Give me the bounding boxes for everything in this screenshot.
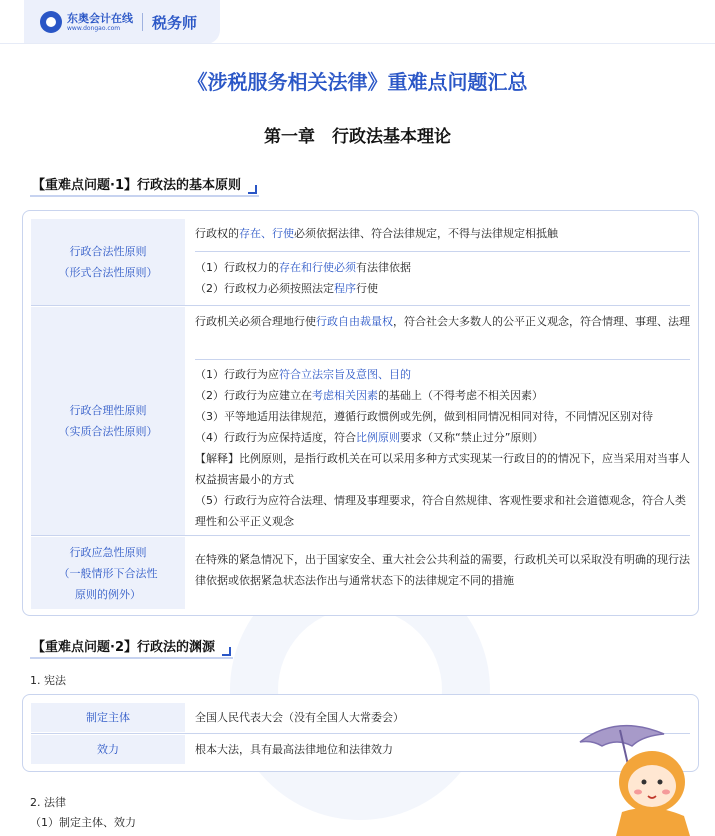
- text: （3）平等地适用法律规范，遵循行政惯例或先例，做到相同情况相同对待，不同情况区别对待: [195, 410, 653, 423]
- text: （5）行政行为应符合法理、情理及事理要求，符合自然规律、客观性要求和社会道德观念，符合人类理性和公平正义观念: [195, 494, 686, 528]
- list-item: 1. 宪法: [30, 674, 66, 687]
- highlight-text: 行政自由裁量权: [316, 315, 393, 328]
- section-heading-1: [30, 174, 259, 197]
- heading-underline: [30, 195, 259, 197]
- point: [195, 427, 690, 448]
- text: （1）行政权力的: [195, 261, 279, 274]
- point: [195, 490, 690, 532]
- principle-text: [195, 223, 690, 244]
- mascot-body: [616, 808, 690, 836]
- principle-label: [31, 219, 185, 305]
- highlight-text: 符合立法宗旨及意图、目的: [279, 368, 411, 381]
- point: [195, 257, 690, 278]
- field-label: 效力: [31, 735, 185, 764]
- text: 必须依据法律、符合法律规定，不得与法律规定相抵触: [294, 227, 558, 240]
- text: ，符合社会大多数人的公平正义观念，符合情理、事理、法理: [393, 315, 690, 328]
- principles-table: [22, 210, 699, 616]
- table-row: [23, 537, 698, 609]
- highlight-text: 程序: [334, 282, 356, 295]
- field-label: 制定主体: [31, 703, 185, 732]
- highlight-text: 存在和行使必须: [279, 261, 356, 274]
- logo-divider: [142, 13, 143, 31]
- label-line: 行政合法性原则: [69, 245, 147, 258]
- highlight-text: 考虑相关因素: [312, 389, 378, 402]
- row-divider: [31, 305, 690, 306]
- logo-icon: [40, 11, 62, 33]
- logo-text: [67, 13, 133, 32]
- heading-underline: [30, 657, 233, 659]
- mascot-cheek: [662, 790, 670, 795]
- list-item: （1）制定主体、效力: [30, 816, 136, 829]
- label-line: 原则的例外）: [75, 587, 141, 601]
- mascot-eye: [658, 780, 663, 785]
- divider: [195, 359, 690, 360]
- text: 有法律依据: [356, 261, 411, 274]
- principle-points: [195, 257, 690, 299]
- section-heading-text: 【重难点问题·2】行政法的渊源: [32, 640, 215, 655]
- label-line: （实质合法性原则）: [58, 425, 158, 438]
- header-divider: [0, 43, 715, 44]
- page-header: [0, 0, 715, 44]
- point: [195, 278, 690, 299]
- label-line: 行政合理性原则: [69, 404, 147, 417]
- text: 【解释】比例原则，是指行政机关在可以采用多种方式实现某一行政目的的情况下，应当采用对当事人权益损害最小的方式: [195, 452, 690, 486]
- field-value: 根本大法，具有最高法律地位和法律效力: [195, 743, 393, 756]
- principle-points: [195, 364, 690, 532]
- text: 行政权的: [195, 227, 239, 240]
- list-item: 2. 法律: [30, 796, 66, 809]
- text: 行政机关必须合理地行使: [195, 315, 316, 328]
- mascot-face: [628, 765, 676, 807]
- divider: [195, 251, 690, 252]
- logo-url: www.dongao.com: [67, 24, 121, 32]
- mascot-eye: [642, 780, 647, 785]
- document-title: 《涉税服务相关法律》重难点问题汇总: [187, 70, 528, 94]
- point: [195, 448, 690, 490]
- text: （4）行政行为应保持适度，符合: [195, 431, 356, 444]
- field-value: 全国人民代表大会（没有全国人大常委会）: [195, 711, 404, 724]
- chapter-title: 第一章 行政法基本理论: [264, 127, 451, 147]
- highlight-text: 比例原则: [356, 431, 400, 444]
- highlight-text: 存在、行使: [239, 227, 294, 240]
- mascot-cheek: [634, 790, 642, 795]
- principle-text: 在特殊的紧急情况下，出于国家安全、重大社会公共利益的需要，行政机关可以采取没有明确的现行法律依据或依据紧急状态法作出与通常状态下的法律规定不同的措施: [195, 553, 690, 587]
- label-line: （形式合法性原则）: [58, 266, 158, 279]
- brand-subtitle: 税务师: [152, 13, 198, 32]
- text: （1）行政行为应: [195, 368, 279, 381]
- mascot-umbrella-icon: [572, 712, 715, 836]
- principle-label: [31, 307, 185, 535]
- text: （2）行政行为应建立在: [195, 389, 312, 402]
- label-line: （一般情形下合法性: [58, 566, 158, 580]
- point: [195, 406, 690, 427]
- text: 的基础上（不得考虑不相关因素）: [378, 389, 543, 402]
- corner-mark-icon: [222, 647, 231, 656]
- brand-tab[interactable]: [24, 0, 220, 44]
- text: 要求（又称“禁止过分”原则）: [400, 431, 544, 444]
- logo-name: 东奥会计在线: [67, 11, 133, 25]
- section-heading-2: [30, 636, 233, 659]
- table-row: [23, 307, 698, 535]
- label-line: 行政应急性原则: [69, 545, 147, 559]
- text: 行使: [356, 282, 378, 295]
- section-heading-text: 【重难点问题·1】行政法的基本原则: [32, 178, 241, 193]
- principle-label: [31, 537, 185, 609]
- row-divider: [31, 535, 690, 536]
- text: （2）行政权力必须按照法定: [195, 282, 334, 295]
- principle-text: [195, 311, 690, 332]
- point: [195, 364, 690, 385]
- point: [195, 385, 690, 406]
- corner-mark-icon: [248, 185, 257, 194]
- table-row: [23, 219, 698, 305]
